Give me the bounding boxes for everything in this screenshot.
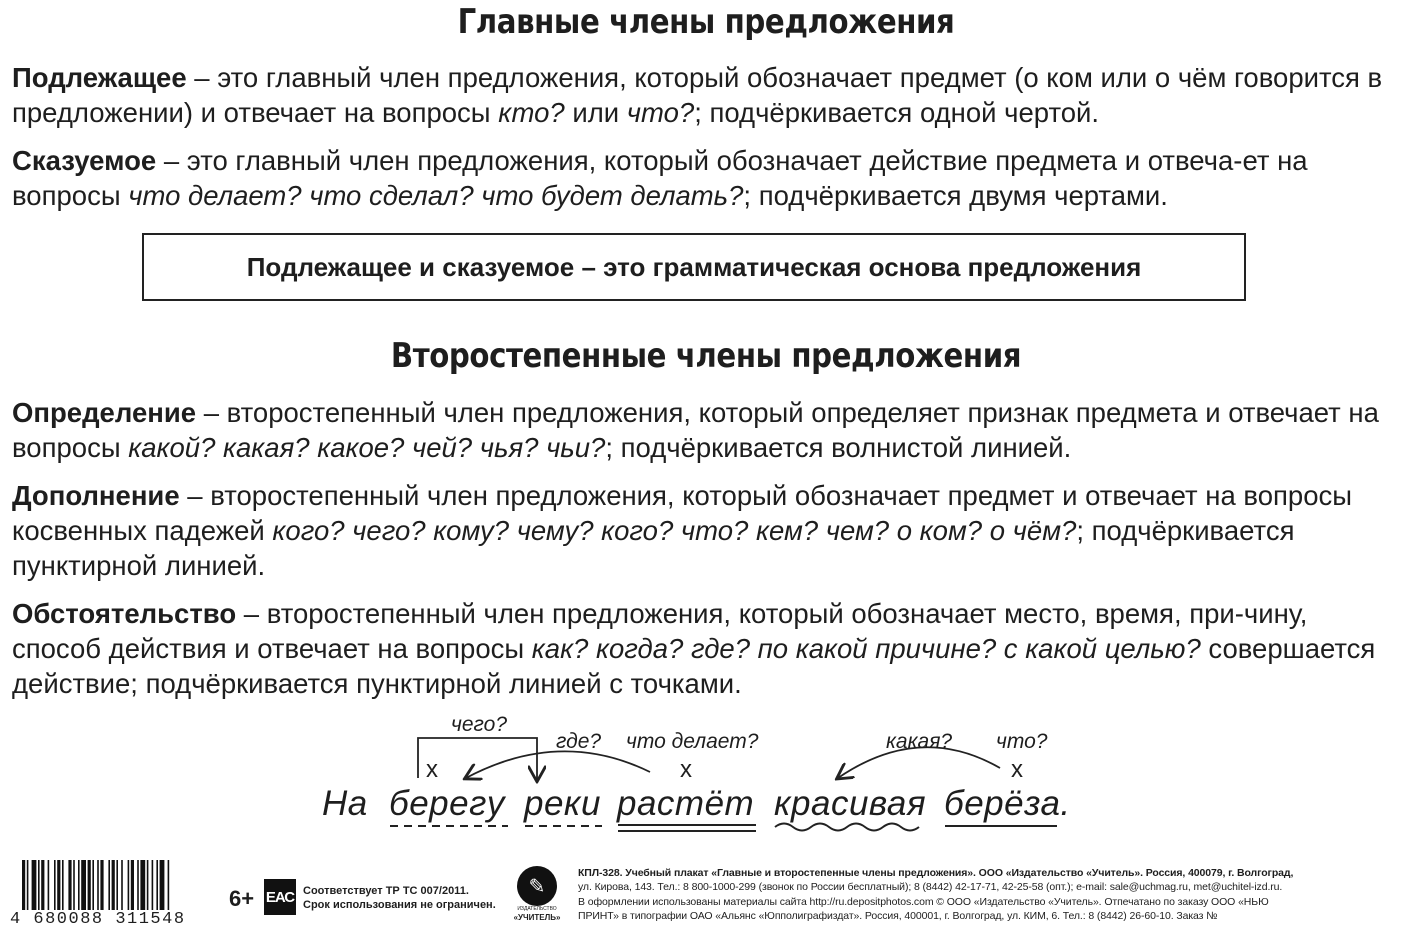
barcode-bar <box>97 860 99 910</box>
word-bereza: берёза. <box>944 784 1071 823</box>
subject-text: – это главный член предложения, который обозначает предмет (о ком или о чём говорится в предложении) и отвечает на вопросы <box>12 62 1383 128</box>
conformity-note <box>303 884 496 912</box>
question-chego: чего? <box>451 713 508 736</box>
predicate-text-end: ; подчёркивается двумя чертами. <box>743 180 1168 211</box>
barcode-bar <box>73 860 75 910</box>
imprint-text <box>578 866 1404 923</box>
barcode-bar <box>32 860 37 910</box>
eac-mark: ЕАС <box>264 879 296 915</box>
imprint-line-2: ул. Кирова, 143. Тел.: 8 800-1000-299 (звонок по России бесплатный); 8 (8442) 42-17-71, 42-25-58 (опт.); e-mail: sale@uchmag.ru, met@uchitel-izd.ru. <box>578 881 1283 894</box>
barcode-bar <box>88 860 91 910</box>
barcode-bar <box>168 860 170 910</box>
adverbial-text-end: совершается действие; подчёркивается пунктирной линией с точками. <box>12 633 1376 699</box>
barcode-bar <box>54 860 56 910</box>
publisher-logo-name: «УЧИТЕЛЬ» <box>513 913 561 922</box>
word-reki: реки <box>524 784 601 823</box>
age-rating: 6+ <box>229 886 255 911</box>
main-title: Главные члены предложения <box>457 2 955 42</box>
subject-text-end: ; подчёркивается одной чертой. <box>694 97 1100 128</box>
arc-arrow-gde <box>466 751 650 778</box>
object-term: Дополнение <box>12 480 180 511</box>
conformity-line-2: Срок использования не ограничен. <box>303 899 496 911</box>
secondary-title: Второстепенные члены предложения <box>390 336 1022 376</box>
question-chto: что? <box>996 730 1048 753</box>
predicate-questions: что делает? что сделал? что будет делать? <box>128 180 744 211</box>
barcode-bar <box>22 860 25 910</box>
attribute-definition <box>12 395 1404 465</box>
subject-question-what: что? <box>626 97 695 128</box>
imprint-line-4: ПРИНТ» в типографии ОАО «Альянс «Юпполиграфиздат». Россия, 400001, г. Волгоград, ул. КИМ, 6. Тел.: 8 (8442) 26-60-10. Заказ № <box>578 909 1218 922</box>
sentence-diagram <box>0 700 1412 850</box>
barcode-bar <box>92 860 94 910</box>
barcode-bar <box>160 860 165 910</box>
attribute-questions: какой? какая? какое? чей? чья? чьи? <box>128 432 606 463</box>
attribute-term: Определение <box>12 397 197 428</box>
barcode-bar <box>81 860 86 910</box>
barcode-bar <box>121 860 123 910</box>
adverbial-term: Обстоятельство <box>12 598 237 629</box>
predicate-term: Сказуемое <box>12 145 157 176</box>
question-chto-delaet: что делает? <box>626 730 759 753</box>
object-text: – второстепенный член предложения, который обозначает предмет и отвечает на вопросы косвенных падежей <box>12 480 1353 546</box>
adverbial-questions: как? когда? где? по какой причине? с какой целью? <box>531 633 1201 664</box>
barcode-bar <box>48 860 50 910</box>
attribute-text-end: ; подчёркивается волнистой линией. <box>605 432 1072 463</box>
barcode-bar <box>156 860 158 910</box>
barcode-bar <box>68 860 71 910</box>
x-mark-2: x <box>680 756 692 783</box>
barcode-bar <box>38 860 40 910</box>
footer <box>0 858 1412 931</box>
conformity-line-1: Соответствует ТР ТС 007/2011. <box>303 885 469 897</box>
question-kakaya: какая? <box>886 730 953 753</box>
word-na: На <box>322 784 368 823</box>
barcode-number: 4 680088 311548 <box>10 910 186 929</box>
attribute-text: – второстепенный член предложения, который определяет признак предмета и отвечает на вопросы <box>12 397 1379 463</box>
barcode-bar <box>57 860 60 910</box>
barcode-bar <box>62 860 64 910</box>
barcode-bar <box>147 860 149 910</box>
barcode-bar <box>152 860 154 910</box>
barcode-bar <box>128 860 130 910</box>
barcode-bar <box>140 860 145 910</box>
predicate-text: – это главный член предложения, который обозначает действие предмета и отвеча-ет на вопросы <box>12 145 1308 211</box>
underline-krasivaya-wavy <box>775 824 919 831</box>
predicate-definition <box>12 143 1404 213</box>
barcode-bar <box>100 860 103 910</box>
word-krasivaya: красивая <box>774 784 927 823</box>
word-rastet: растёт <box>617 784 755 823</box>
barcode-bar <box>116 860 118 910</box>
publisher-logo <box>513 866 561 926</box>
x-mark-3: x <box>1011 756 1023 783</box>
barcode-bar <box>108 860 110 910</box>
publisher-logo-icon: ✎ <box>517 866 557 906</box>
adverbial-text: – второстепенный член предложения, который обозначает место, время, при-чину, способ действия и отвечает на вопросы <box>12 598 1308 664</box>
barcode-bar <box>78 860 80 910</box>
barcode-bar <box>41 860 44 910</box>
barcode-bar <box>137 860 139 910</box>
subject-term: Подлежащее <box>12 62 187 93</box>
barcode <box>22 860 214 910</box>
object-definition <box>12 478 1404 583</box>
imprint-line-1: КПЛ-328. Учебный плакат «Главные и второстепенные члены предложения». ООО «Издательство «Учитель». Россия, 400079, г. Волгоград, <box>578 867 1294 879</box>
question-gde: где? <box>556 730 602 753</box>
subject-text-mid: или <box>564 97 627 128</box>
diagram-lines <box>0 700 1412 850</box>
x-mark-1: x <box>426 756 438 783</box>
barcode-bar <box>112 860 115 910</box>
object-text-end: ; подчёркивается пунктирной линией. <box>12 515 1295 581</box>
barcode-bar <box>27 860 29 910</box>
subject-question-who: кто? <box>498 97 565 128</box>
object-questions: кого? чего? кому? чему? кого? что? кем? чем? о ком? о чём? <box>272 515 1077 546</box>
adverbial-definition <box>12 596 1404 701</box>
grammar-basis-box: Подлежащее и сказуемое – это грамматическая основа предложения <box>142 233 1246 301</box>
imprint-line-3: В оформлении использованы материалы сайта http://ru.depositphotos.com © ООО «Издательство «Учитель». Отпечатано по заказу ООО «НЬЮ <box>578 895 1269 908</box>
publisher-logo-caption: ИЗДАТЕЛЬСТВО <box>517 906 557 912</box>
barcode-bar <box>131 860 134 910</box>
subject-definition <box>12 60 1404 130</box>
word-beregu: берегу <box>389 784 505 823</box>
